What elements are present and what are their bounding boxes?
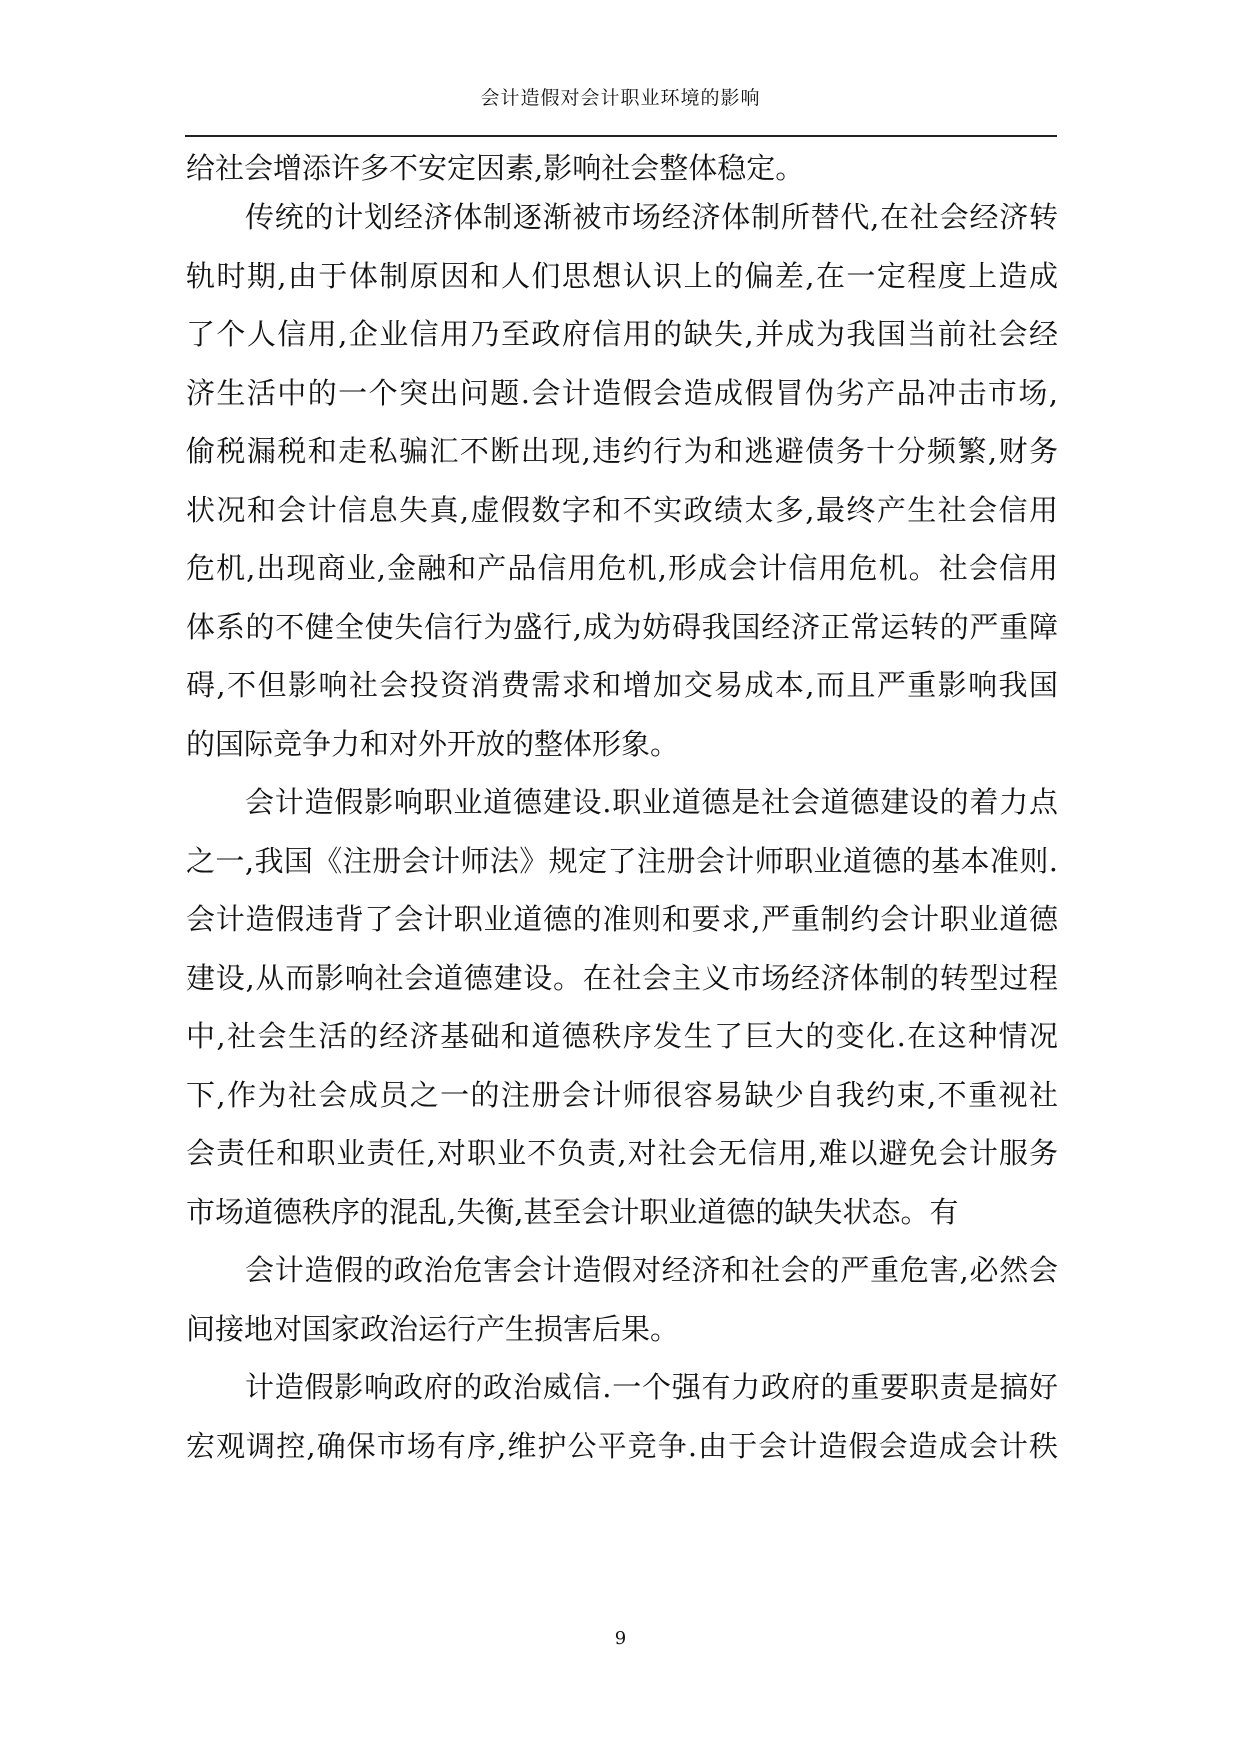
text-line: 之一,我国《注册会计师法》规定了注册会计师职业道德的基本准则. xyxy=(186,844,1058,878)
text-line: 偷税漏税和走私骗汇不断出现,违约行为和逃避债务十分频繁,财务 xyxy=(186,434,1058,468)
text-line: 间接地对国家政治运行产生损害后果。 xyxy=(186,1312,680,1346)
text-line: 中,社会生活的经济基础和道德秩序发生了巨大的变化.在这种情况 xyxy=(186,1019,1058,1053)
text-line: 建设,从而影响社会道德建设。在社会主义市场经济体制的转型过程 xyxy=(186,961,1058,995)
text-line: 碍,不但影响社会投资消费需求和增加交易成本,而且严重影响我国 xyxy=(186,668,1058,702)
text-line: 会计造假违背了会计职业道德的准则和要求,严重制约会计职业道德 xyxy=(186,902,1058,936)
text-line: 给社会增添许多不安定因素,影响社会整体稳定。 xyxy=(186,151,805,185)
text-line: 会责任和职业责任,对职业不负责,对社会无信用,难以避免会计服务 xyxy=(186,1136,1058,1170)
header-rule xyxy=(185,135,1057,137)
text-line: 了个人信用,企业信用乃至政府信用的缺失,并成为我国当前社会经 xyxy=(186,317,1058,351)
text-line: 危机,出现商业,金融和产品信用危机,形成会计信用危机。社会信用 xyxy=(186,551,1058,585)
paragraph-first-line: 会计造假影响职业道德建设.职业道德是社会道德建设的着力点 xyxy=(245,785,1058,819)
text-line: 济生活中的一个突出问题.会计造假会造成假冒伪劣产品冲击市场, xyxy=(186,376,1058,410)
text-line: 的国际竞争力和对外开放的整体形象。 xyxy=(186,727,680,761)
paragraph-first-line: 计造假影响政府的政治威信.一个强有力政府的重要职责是搞好 xyxy=(245,1370,1058,1404)
paragraph-first-line: 会计造假的政治危害会计造假对经济和社会的严重危害,必然会 xyxy=(245,1253,1058,1287)
text-line: 宏观调控,确保市场有序,维护公平竞争.由于会计造假会造成会计秩 xyxy=(186,1429,1058,1463)
text-line: 状况和会计信息失真,虚假数字和不实政绩太多,最终产生社会信用 xyxy=(186,493,1058,527)
text-line: 下,作为社会成员之一的注册会计师很容易缺少自我约束,不重视社 xyxy=(186,1078,1058,1112)
paragraph-first-line: 传统的计划经济体制逐渐被市场经济体制所替代,在社会经济转 xyxy=(245,200,1058,234)
running-header: 会计造假对会计职业环境的影响 xyxy=(480,87,761,109)
page-number: 9 xyxy=(614,1628,627,1649)
text-line: 体系的不健全使失信行为盛行,成为妨碍我国经济正常运转的严重障 xyxy=(186,610,1058,644)
text-line: 轨时期,由于体制原因和人们思想认识上的偏差,在一定程度上造成 xyxy=(186,259,1058,293)
text-line: 市场道德秩序的混乱,失衡,甚至会计职业道德的缺失状态。有 xyxy=(186,1195,959,1229)
